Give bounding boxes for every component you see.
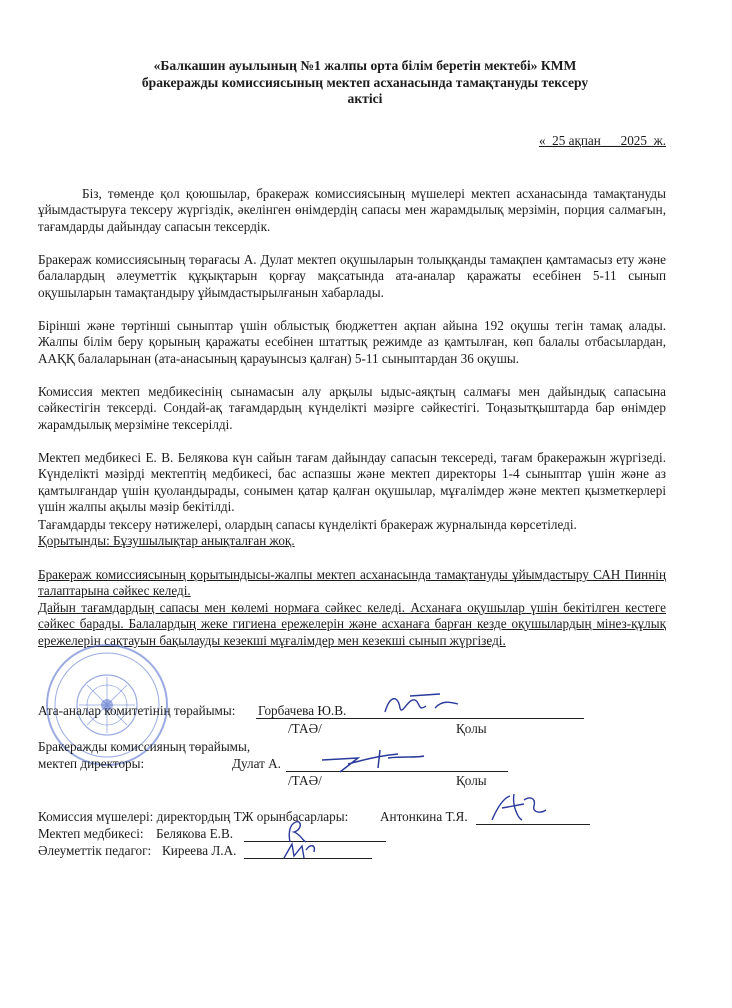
parents-committee-name: Горбачева Ю.В. bbox=[258, 703, 347, 718]
parents-committee-label: Ата-аналар комитетінің төрайымы: bbox=[38, 703, 236, 718]
paragraph-intro: Біз, төменде қол қоюшылар, бракераж комиссиясының мүшелері мектеп асханасында тамақтануды ұйымдастыруға тексеру жүргіздік, әкелінген өнімдердің сапасы мен жарамдылық мерзімін, порция салмағын, тағамдарды дайындау сапасын тексердік. bbox=[38, 186, 666, 234]
commission-member-name: Антонкина Т.Я. bbox=[380, 809, 468, 824]
director-label: мектеп директоры: bbox=[38, 756, 145, 771]
paragraph-commission-check: Комиссия мектеп медбикесінің сынамасын алу арқылы ыдыс-аяқтың салмағы мен дайындық сапасына сәйкестігін тексерді. Сондай-ақ тағамдардың күнделікті мәзірге сәйкестігі. Тоңазытқыштарда бар өнімдер жарамдылық мерзіміне тексерілді. bbox=[38, 384, 666, 432]
document-title bbox=[60, 58, 670, 108]
commission-chair-label: Бракеражды комиссияның төрайымы, bbox=[38, 739, 251, 754]
commission-members-label: Комиссия мүшелері: директордың ТЖ орынбасарлары: bbox=[38, 809, 349, 824]
document-date: «_25 ақпан___2025_ж. bbox=[538, 133, 666, 148]
pedagog-signature-icon bbox=[280, 838, 320, 862]
paragraph-chair-report: Бракераж комиссиясының төрағасы А. Дулат мектеп оқушыларын толыққанды тамақпен қамтамасыз ету және балалардың әлеуметтік құқықтарын қорғау мақсатында ата-аналар қаражаты есебінен 5-11 сынып оқушыларын тамақтандыру ұйымдастырылғанын хабарлады. bbox=[38, 252, 666, 300]
parents-signature-icon bbox=[380, 690, 470, 720]
director-name: Дулат А. bbox=[232, 756, 281, 771]
nurse-name: Белякова Е.В. bbox=[156, 826, 234, 841]
signature-caption-2: Қолы bbox=[456, 773, 487, 788]
paragraph-commission-conclusion: Бракераж комиссиясының қорытындысы-жалпы мектеп асханасында тамақтануды ұйымдастыру САН Пиннің талаптарына сәйкес келеді. bbox=[38, 567, 666, 599]
title-line-3: актісі bbox=[347, 91, 383, 107]
member-signature-icon bbox=[484, 790, 554, 826]
title-line-2: бракеражды комиссиясының мектеп асханасында тамақтануды тексеру bbox=[141, 74, 589, 90]
tae-caption-2: /ТАӘ/ bbox=[288, 773, 322, 788]
social-pedagog-name: Киреева Л.А. bbox=[162, 843, 237, 858]
title-line-1: «Балкашин ауылының №1 жалпы орта білім беретін мектебі» КММ bbox=[153, 58, 577, 73]
paragraph-conclusion: Қорытынды: Бұзушылықтар анықталған жоқ. bbox=[38, 533, 295, 548]
signature-caption-1: Қолы bbox=[456, 721, 487, 736]
paragraph-results: Тағамдарды тексеру нәтижелері, олардың сапасы күнделікті бракераж журналында көрсетіледі. bbox=[38, 517, 577, 532]
tae-caption-1: /ТАӘ/ bbox=[288, 721, 322, 736]
paragraph-nurse-check: Мектеп медбикесі Е. В. Белякова күн сайын тағам дайындау сапасын тексереді, тағам бракеражын жүргізеді. Күнделікті мәзірді мектептің медбикесі, бас аспазшы және мектеп директоры 1-4 сыныптар үшін және аз қамтылғандар үшін қуоландырады, сонымен қатар қалған оқушылар, мұғалімдер және мектеп қызметкерлері үшін жалпы ақылы мәзір бекітілді. bbox=[38, 450, 666, 515]
director-signature-icon bbox=[318, 746, 428, 776]
paragraph-free-meals: Бірінші және төртінші сыныптар үшін облыстық бюджеттен ақпан айына 192 оқушы тегін тамақ алады. Жалпы білім беру қорының қаражаты есебінен штаттық режимде аз қамтылған, көп балалы отбасылардан, ААҚҚ балаларынан (ата-анасының қарауынсыз қалған) 5-11 сыныптардан 36 оқушы. bbox=[38, 318, 666, 366]
paragraph-quality: Дайын тағамдардың сапасы мен көлемі нормаға сәйкес келеді. Асханаға оқушылар үшін бекітілген кестеге сәйкес барады. Балалардың жеке гигиена ережелерін және асханаға барған кезде оқушылардың мінез-құлық ережелерін сақтауын бақылауды кезекші мұғалімдер мен кезекші сынып жүргізеді. bbox=[38, 600, 666, 648]
social-pedagog-label: Әлеуметтік педагог: bbox=[38, 843, 152, 858]
nurse-label: Мектеп медбикесі: bbox=[38, 826, 144, 841]
